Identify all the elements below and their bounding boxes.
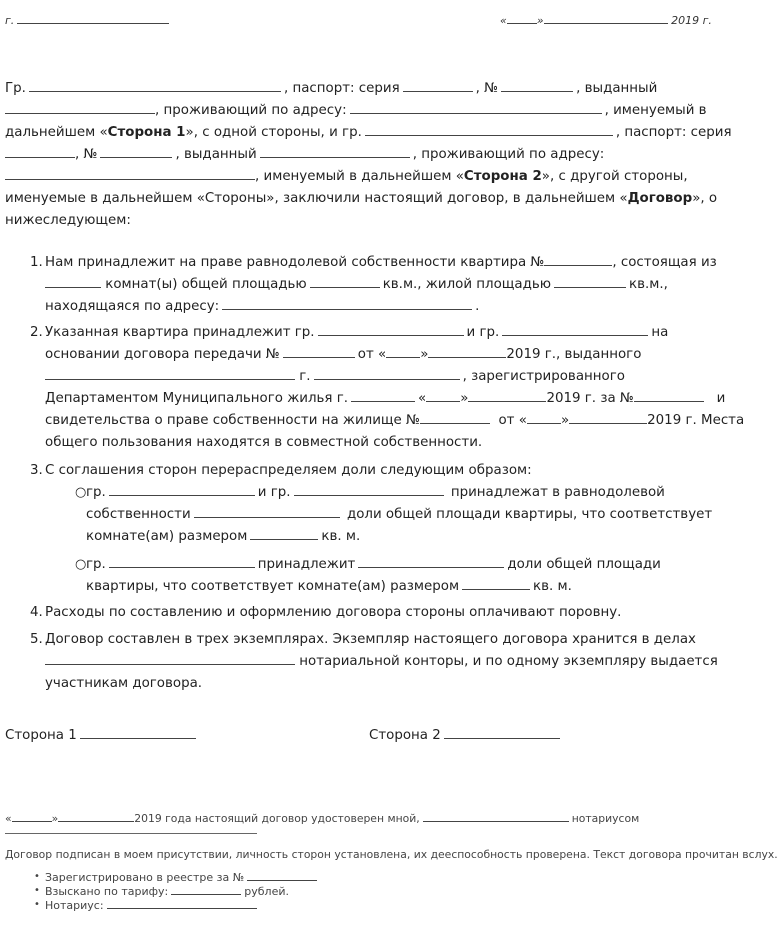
date-line (500, 14, 712, 27)
notary-line-1 (5, 812, 639, 825)
intro-text: , именуемый в (604, 103, 707, 118)
transfer-number-blank[interactable] (283, 357, 355, 358)
clause-text: Расходы по составлению и оформлению договора стороны оплачивают поровну. (45, 605, 622, 620)
clause-text: комнате(ам) размером (86, 529, 248, 544)
clause-5-line-2 (45, 651, 718, 673)
intro-text: », о (692, 191, 718, 206)
clause-text: кв. м. (321, 529, 361, 544)
clause-text: принадлежит (257, 557, 356, 572)
apartment-number-blank[interactable] (544, 265, 612, 266)
clause-text: « (418, 391, 427, 406)
intro-text: , паспорт: серия (283, 81, 400, 96)
bullet-1-line-1 (86, 482, 665, 504)
clause-1-line-3 (45, 296, 479, 318)
clause-text: » (420, 347, 429, 362)
department-city-blank[interactable] (351, 401, 415, 402)
side2-term: Сторона 2 (463, 169, 542, 184)
notary-text: нотариусом (571, 812, 640, 825)
clause-2-line-4 (45, 388, 725, 410)
registration-day-blank[interactable] (426, 401, 460, 402)
bullet-2-line-1 (86, 554, 661, 576)
clause-5-line-3 (45, 673, 202, 695)
clause-text: гр. (86, 485, 106, 500)
clause-text: С соглашения сторон перераспределяем доли следующим образом: (45, 463, 532, 478)
clause-text: собственности (86, 507, 191, 522)
clause-number: 5. (30, 632, 43, 647)
clause-text: участникам договора. (45, 676, 203, 691)
intro-line-5 (5, 166, 688, 188)
party1-issued-blank[interactable] (5, 113, 155, 114)
intro-line-3 (5, 122, 732, 144)
clause-text: от « (498, 413, 527, 428)
certificate-number-blank[interactable] (420, 423, 490, 424)
clause-text: и гр. (257, 485, 291, 500)
notary-extra-blank[interactable] (5, 833, 257, 834)
intro-text: дальнейшем « (5, 125, 108, 140)
certificate-month-blank[interactable] (569, 423, 647, 424)
intro-text: , проживающий по адресу: (412, 147, 605, 162)
intro-text: , № (475, 81, 499, 96)
clause-3-line-1 (45, 460, 532, 482)
clause-2-line-3 (45, 366, 625, 388)
contract-term: Договор (627, 191, 693, 206)
clause-1-line-2 (45, 274, 668, 296)
share1-owner1-blank[interactable] (109, 495, 255, 496)
intro-line-7 (5, 210, 131, 232)
intro-line-1 (5, 78, 657, 100)
clause-text: и (716, 391, 726, 406)
notary-text: 2019 года настоящий договор удостоверен мной, (134, 812, 420, 825)
rooms-count-blank[interactable] (45, 287, 101, 288)
party1-number-blank[interactable] (501, 91, 573, 92)
clause-5-line-1 (45, 629, 696, 651)
notary-text: Зарегистрировано в реестре за № (45, 871, 245, 884)
notary-text: « (5, 812, 12, 825)
notary-text: Нотариус: (45, 899, 104, 912)
registry-number-blank[interactable] (247, 880, 317, 881)
circle-bullet-icon: ○ (75, 485, 87, 500)
intro-text: », с одной стороны, и гр. (185, 125, 362, 140)
clause-text: основании договора передачи № (45, 347, 280, 362)
clause-text: гр. (86, 557, 106, 572)
intro-line-4 (5, 144, 604, 166)
clause-text: 2019 г. за № (546, 391, 634, 406)
clause-2-line-2 (45, 344, 641, 366)
signature-side-1-blank[interactable] (80, 738, 196, 739)
intro-text: , выданный (576, 81, 658, 96)
date-open-quote: « (500, 14, 507, 27)
clause-4-line-1 (45, 602, 621, 624)
bullet-2-line-2 (86, 576, 572, 598)
notary-name-blank[interactable] (423, 821, 569, 822)
owner2-name-blank[interactable] (502, 335, 648, 336)
clause-text: » (560, 413, 570, 428)
clause-number: 1. (30, 255, 43, 270)
living-area-blank[interactable] (554, 287, 626, 288)
clause-text: комнат(ы) общей площадью (105, 277, 307, 292)
date-close-quote: » (536, 14, 544, 27)
clause-text: от « (357, 347, 387, 362)
signature-side-1 (5, 725, 199, 747)
clause-text: Договор составлен в трех экземплярах. Экземпляр настоящего договора хранится в делах (45, 632, 696, 647)
share1-fraction-blank[interactable] (194, 517, 340, 518)
intro-text: нижеследующем: (5, 213, 131, 228)
intro-text: , именуемый в дальнейшем « (255, 169, 464, 184)
clause-text: кв.м., (629, 277, 668, 292)
issuer-blank[interactable] (45, 379, 295, 380)
side1-term: Сторона 1 (107, 125, 186, 140)
party1-name-blank[interactable] (29, 91, 281, 92)
registration-number-blank[interactable] (634, 401, 704, 402)
clause-text: кв.м., жилой площадью (382, 277, 552, 292)
transfer-month-blank[interactable] (428, 357, 506, 358)
party2-address-blank[interactable] (5, 179, 255, 180)
clause-text: Департаментом Муниципального жилья г. (45, 391, 349, 406)
clause-2-line-1 (45, 322, 668, 344)
intro-line-2 (5, 100, 707, 122)
clause-text: нотариальной конторы, и по одному экземпляру выдается (299, 654, 718, 669)
clause-text: доли общей площади квартиры, что соответствует (346, 507, 713, 522)
intro-text: , № (75, 147, 98, 162)
registration-month-blank[interactable] (468, 401, 546, 402)
share2-fraction-blank[interactable] (358, 567, 504, 568)
signature-side-2 (369, 725, 563, 747)
transfer-day-blank[interactable] (386, 357, 420, 358)
signature-label: Сторона 1 (5, 728, 77, 743)
clause-text: . (475, 299, 480, 314)
intro-text: », с другой стороны, (541, 169, 688, 184)
owner1-name-blank[interactable] (318, 335, 464, 336)
signature-side-2-blank[interactable] (444, 738, 560, 739)
party1-series-blank[interactable] (403, 91, 473, 92)
signature-label: Сторона 2 (369, 728, 441, 743)
notary-text: » (51, 812, 59, 825)
clause-number: 3. (30, 463, 43, 478)
notary-month-blank[interactable] (58, 821, 134, 822)
intro-line-6 (5, 188, 717, 210)
bullet-1-line-2 (86, 504, 712, 526)
city-line (5, 14, 172, 27)
notary-signature-blank[interactable] (107, 908, 257, 909)
clause-text: г. (299, 369, 311, 384)
month-blank[interactable] (544, 23, 668, 24)
intro-text: Гр. (5, 81, 26, 96)
clause-text: доли общей площади (507, 557, 661, 572)
day-blank[interactable] (507, 23, 537, 24)
clause-text: , состоящая из (612, 255, 717, 270)
clause-text: » (460, 391, 469, 406)
clause-text: кв. м. (533, 579, 572, 594)
share1-owner2-blank[interactable] (294, 495, 444, 496)
clause-text: , зарегистрированного (462, 369, 625, 384)
bullet-icon: • (34, 885, 40, 896)
clause-text: 2019 г., выданного (506, 347, 642, 362)
share2-room-size-blank[interactable] (462, 589, 530, 590)
intro-text: , проживающий по адресу: (155, 103, 347, 118)
clause-2-line-6 (45, 432, 482, 454)
clause-number: 2. (30, 325, 43, 340)
total-area-blank[interactable] (310, 287, 380, 288)
bullet-icon: • (34, 871, 40, 882)
clause-text: общего пользования находятся в совместной собственности. (45, 435, 483, 450)
notary-text: Взыскано по тарифу: (45, 885, 169, 898)
clause-text: находящаяся по адресу: (45, 299, 220, 314)
party2-name-blank[interactable] (365, 135, 613, 136)
intro-text: именуемые в дальнейшем «Стороны», заключили настоящий договор, в дальнейшем « (5, 191, 628, 206)
clause-text: квартиры, что соответствует комнате(ам) размером (86, 579, 460, 594)
tariff-amount-blank[interactable] (171, 894, 241, 895)
intro-text: , паспорт: серия (615, 125, 732, 140)
party2-number-blank[interactable] (100, 157, 172, 158)
clause-text: Нам принадлежит на праве равнодолевой собственности квартира № (45, 255, 545, 270)
apartment-address-blank[interactable] (222, 309, 472, 310)
clause-2-line-5 (45, 410, 744, 432)
notary-office-blank[interactable] (45, 664, 295, 665)
circle-bullet-icon: ○ (75, 557, 87, 572)
city-blank[interactable] (17, 23, 169, 24)
party1-address-blank[interactable] (350, 113, 602, 114)
share2-owner-blank[interactable] (109, 567, 255, 568)
notary-text: рублей. (244, 885, 289, 898)
clause-text: свидетельства о праве собственности на жилище № (45, 413, 420, 428)
clause-1-line-1 (45, 252, 717, 274)
clause-text: и гр. (466, 325, 500, 340)
clause-number: 4. (30, 605, 43, 620)
clause-text: 2019 г. Места (647, 413, 745, 428)
share1-room-size-blank[interactable] (250, 539, 318, 540)
bullet-1-line-3 (86, 526, 360, 548)
intro-text: , выданный (175, 147, 257, 162)
party2-issued-blank[interactable] (260, 157, 410, 158)
date-year: 2019 г. (671, 14, 712, 27)
clause-text: на (651, 325, 669, 340)
issuer-city-blank[interactable] (314, 379, 460, 380)
bullet-icon: • (34, 899, 40, 910)
clause-text: принадлежат в равнодолевой (450, 485, 665, 500)
notary-statement: Договор подписан в моем присутствии, личность сторон установлена, их дееспособность проверена. Текст договора прочитан вслух. (5, 848, 778, 861)
city-prefix: г. (5, 14, 15, 27)
certificate-day-blank[interactable] (527, 423, 561, 424)
party2-series-blank[interactable] (5, 157, 75, 158)
clause-text: Указанная квартира принадлежит гр. (45, 325, 315, 340)
notary-day-blank[interactable] (12, 821, 52, 822)
